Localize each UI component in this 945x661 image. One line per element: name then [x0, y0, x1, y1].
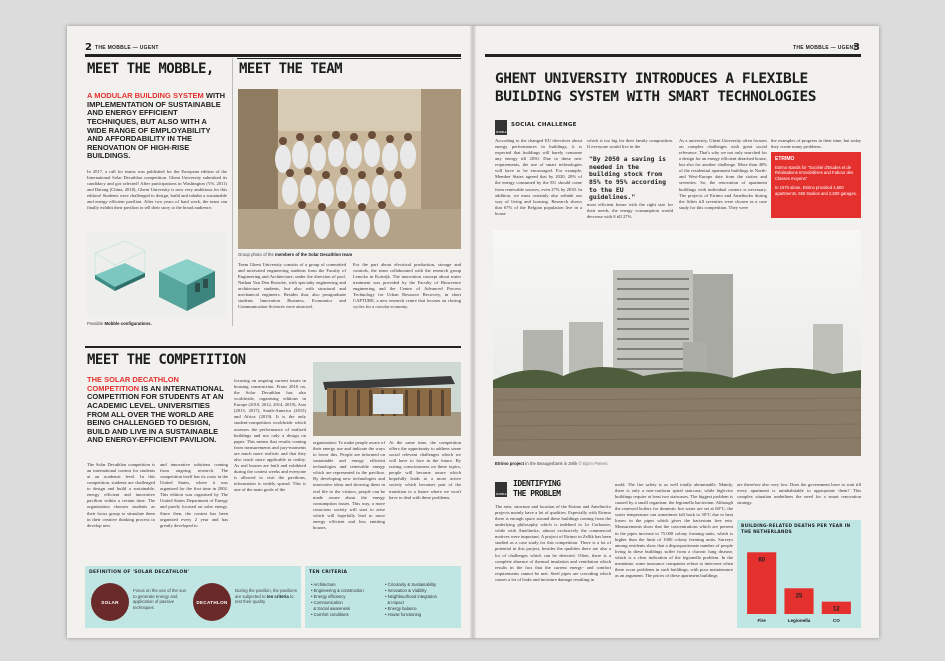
column-divider [232, 58, 233, 326]
bar-value-label: 25 [795, 593, 803, 600]
criteria-item: • Comfort conditions [311, 612, 349, 618]
competition-body-col5: At the same time, the competition offers the opportunity to address some social relevant challenges which we will have to face in the future. By raising consciousness on these topics, people will become aware which hopefully leads to a more active society which becomes part of the transition to a future where we won't have to deal with these problems. [389, 440, 461, 500]
criteria-item: • Energy balance [385, 606, 417, 612]
decathlon-circle: DECATHLON [193, 583, 231, 621]
bar-value-label: 12 [832, 606, 840, 613]
competition-rule [85, 346, 461, 348]
etrimo-infobox [771, 152, 861, 218]
solar-circle: SOLAR [91, 583, 129, 621]
team-rule [237, 58, 461, 59]
chart-title: BUILDING-RELATED DEATHS PER YEAR IN THE NETHERLANDS [741, 524, 851, 535]
photo-caption-bold: Etrimo project [495, 461, 525, 466]
competition-body-col4: organisation: To make people aware of their energy use and indicate the ways to lower this. People are informed on sustainable and energy efficient technologies and renewable energy which are represented in the pavilion. By developing new technologies and innovative ideas and showing them in real life to the visitors, people can be made aware about the energy consumption issues. This way, a more conscious society will start to arise which will hopefully lead to more energy efficient and less emitting houses. [313, 440, 385, 530]
competition-heading: MEET THE COMPETITION [87, 352, 246, 368]
category-label: Fire [757, 618, 766, 623]
mobble-caption-bold: Mobble configurations. [104, 321, 152, 326]
problem-body-col3: are therefore also very low. Does the government have to wait till every apartment is uninhabitable to appropriate them? This complex situation underlines the need for a smart renovation strategy. [737, 482, 861, 506]
photo-credit: © Bjorn Pieters [578, 461, 608, 466]
criteria-item: • Communication [311, 600, 343, 606]
team-body-col2: For the part about electrical production, storage and controls, the team collaborated with the research group Lemcko in Kortrijk. The innovation concept about water treatment was provided by the Faculty of Bioscience engineering and the Centre of Advanced Process Technology for Urban Resource Recovery, in short CAPTURE, a new research centre that focuses on closing cycles for a circular economy. [353, 262, 461, 310]
newspaper-spread [67, 26, 879, 638]
criteria-item: • Innovation & Viability [385, 588, 427, 594]
mobble-caption [87, 321, 152, 326]
page-number-left: 2 [85, 42, 92, 53]
pavilion-photo [313, 362, 461, 436]
etrimo-text1: Etrimo stands for "Société d'Etudes et de Réalisations Immobilières and Fabour des Classes moyens" [775, 165, 854, 181]
bar-legionella [784, 588, 813, 614]
etrimo-project-photo [493, 230, 861, 456]
competition-body-col1: The Solar Decathlon competition is an international contest for students at an academic level. In this competition, students are challenged to design and build a sustainable, energy efficient and innovative pavilion within a certain time. The organisation chooses students as their focus group to stimulate them in their creative thinking process to develop new [87, 462, 155, 528]
criteria-list-right [385, 582, 459, 619]
photo-caption-text: in the Beaugerbank in Zelik [525, 461, 578, 466]
team-body-col1: Team Ghent University consists of a group of committed and motivated engineering students from the Faculty of Engineering and Architecture, under the direction of prof. Nathan Van Den Bossche, with specialty engineering and architecture students, but also with structural and mechanical engineers. Besides that, also postgraduate students Innovation Business, Economics and Communication Sciences were attracted. [238, 262, 346, 310]
social-body-col3: As a university, Ghent University often focuses on complex challenges with great social relevance. That's why we not only searched for a design for an energy efficient detached house, but also for another challenge. More than 40% of the residential apartment buildings in North- and West-Europe date from the sixties and seventies. So, the renovation of apartment buildings with individual owners is necessary. The projects of Etrimo and Amelinckx during the fifties till seventies were chosen as a case study for this competition. They were [679, 138, 767, 210]
mobble-body: In 2017, a call for teams was published for the European edition of the International Solar Decathlon competition. Ghent University submitted its candidacy and got selected! After participations in Washington (VS, 2011) and Datong (China, 2018), Ghent University is now very ambitious for this edition! Students were challenged to design, build and inhabit a sustainable and energy efficient pavilion. After two years of hard work, the team can finally exhibit their pavilion to tell their story to the broad audience. [87, 169, 227, 211]
criteria-label: TEN CRITERIA [309, 570, 348, 575]
problem-heading-line2: THE PROBLEM [513, 489, 561, 498]
mobble-lead [87, 92, 227, 161]
mobble-lead-text: WITH IMPLEMENTATION OF SUSTAINABLE AND ENERGY EFFICIENT TECHNIQUES, BUT ALSO WITH A WIDE RANGE OF EMPLOYABILITY AND AFFORDABILITY IN THE RENOVATION OF HIGH-RISE BUILDINGS. [87, 91, 226, 161]
criteria-item: & Social awareness [313, 606, 351, 612]
social-body-col1: According to the changed EU directives about energy performances in buildings, it is expected that buildings will barely consume any energy till 2050. Due to these new requirements, the use of smart technologies will have to be encouraged. For example, Member States agreed that by 2020, 20% of the energy consumed by the EU should come from renewable sources, even 27% by 2030. In addition, we must certainly also rethink our way of living and housing. Research shows that 67% of the Belgian population live in a house [495, 138, 582, 216]
team-heading: MEET THE TEAM [239, 61, 343, 77]
right-heading-line1: GHENT UNIVERSITY INTRODUCES A FLEXIBLE [495, 71, 808, 87]
criteria-item: • Engineering & construction [311, 588, 364, 594]
competition-lead-highlight: THE SOLAR DECATHLON COMPETITION [87, 375, 179, 393]
category-label: Legionella [787, 618, 811, 623]
criteria-item: • Architecture [311, 582, 336, 587]
social-tag-icon: MOBBLE [495, 120, 507, 130]
social-challenge-label: SOCIAL CHALLENGE [511, 122, 577, 128]
criteria-list-left [311, 582, 385, 619]
etrimo-title: ETRIMO [775, 156, 795, 162]
team-group-photo [238, 89, 461, 249]
team-caption-bold: members of the Solar Decathlon team [275, 252, 353, 257]
decathlon-text-bold: ten criteria [266, 593, 289, 599]
decathlon-text [235, 588, 297, 605]
mobble-caption-prefix: Possible [87, 321, 104, 326]
social-body-col2-bottom: most efficient house with the right size for their needs, the energy consumption would decrease with 8 till 27%. [587, 202, 673, 220]
bar-value-label: 60 [758, 557, 766, 564]
social-pull-quote: "By 2050 a saving is needed in the building stock from 85% to 95% according to the EU guidelines." [589, 155, 666, 202]
competition-lead-text: IS AN INTERNATIONAL COMPETITION FOR STUDENTS AT AN ACADEMIC LEVEL. UNIVERSITIES FROM ALL OVER THE WORLD ARE BEING CHALLENGED TO DESIGN, BUILD AND LIVE IN A SUSTAINABLE AND ENERGY-EFFICIENT PAVILION. [87, 383, 224, 445]
top-rule-right [485, 54, 861, 57]
criteria-box [305, 566, 461, 628]
mobble-heading: MEET THE MOBBLE, [87, 61, 214, 77]
solar-text: Focus on the use of the sun to generate energy and application of passive techniques [133, 588, 187, 610]
decathlon-text-suffix: to test their quality [235, 593, 294, 605]
problem-heading-line1: IDENTIFYING [513, 479, 561, 488]
deaths-bar-chart [743, 542, 855, 624]
etrimo-photo-caption [495, 461, 608, 466]
definition-label: DEFINITION OF 'SOLAR DECATHLON' [89, 570, 190, 575]
problem-body-col1: The area, structure and location of the Etrimo and Amelinckx projects mainly have a lot of qualities. Especially with Etrimo there is enough space around these buildings coming from the underlying philosophy which is indebted to Le Corbusier, while with Amelinckx, almost exclusively the commercial motives were important. A project of Etrimo in Zellik has been studied as a case study for this competition. There is a lot of potential in this project, besides the qualities there are also a lot of challenges which can be detected. Often, there is a complete absence of thermal insulation and ventilation which results in the fact that the current energy- and comfort requirements cannot be met. Steel pipes are corroding which causes a lot of leaks and moisture damage resulting in [495, 504, 611, 582]
definition-box [85, 566, 301, 628]
page-number-right: 3 [853, 42, 860, 53]
competition-lead [87, 376, 229, 445]
social-body-col2-top: which is too big for their family composition. If everyone would live in the [587, 138, 673, 150]
decathlon-text-prefix: During the pavilion, the pavilions are subjected to [235, 588, 297, 599]
competition-body-col2: and innovative solutions coming from ongoing research. The competition itself has its roots in the United States, where it was organised for the first time in 2002. This edition was organised by The United States Department of Energy and purely focused on solar energy. Since then, the contest has been organised every 2 year and has greatly developed to [160, 462, 228, 528]
team-caption [238, 252, 352, 257]
deaths-chart-panel [737, 520, 861, 628]
criteria-item: • Neighbourhood integration [385, 594, 437, 600]
etrimo-text2: In 1970 alone, Etrimo provided 4,500 apartments, 660 studios and 2,500 garages. [775, 185, 857, 196]
running-head-right: THE MOBBLE — UGENT [793, 45, 857, 51]
top-rule-left [85, 54, 461, 57]
criteria-item: • Circularity & Sustainability [385, 582, 437, 587]
mobble-configurations-illustration [87, 231, 227, 317]
right-heading-line2: BUILDING SYSTEM WITH SMART TECHNOLOGIES [495, 89, 816, 105]
mobble-lead-highlight: A MODULAR BUILDING SYSTEM [87, 91, 204, 100]
criteria-item: & Impact [387, 600, 404, 606]
criteria-item: • Energy efficiency [311, 594, 346, 600]
social-body-col4: the examples of progress in their time, but today they create many problems. [771, 138, 861, 150]
problem-tag-icon: MOBBLE [495, 482, 507, 492]
problem-body-col2: mold. The fire safety is as well totally abominable. Mainly, there is only a non-conform spiral staircase, while high-rise buildings require at least two staircases. The biggest problem is caused by a small organism: the legionella bacterium. Although the renewed boilers for domestic hot water are set at 60°C, the water temperature can sometimes fall back to 30°C due to heat losses in the pipes which gives the bacterium free rein. Measurements show that the concentrations which are present in the pipes increase to 75.000 colony forming units, which is higher than the limit of 1000 colony forming units. Surveys among residents show that a disproportionate number of people living in these buildings suffer from a chronic lung disease, which is a clear indication of the legionella problem. In the meantime, some insurance companies refuse to intervene when there occur problems in such buildings, with poor maintenance as an argument. The prices of these apartment buildings [615, 482, 733, 578]
competition-body-col3: focusing on ongoing current issues in housing construction. From 2010 on, the Solar Decathlon has also worldwide, organising editions in Europe (2010, 2012, 2014, 2019), Asia (2013, 2017), South-America (2015) and Africa (2019). It is the only student-competition worldwide which assesses the performance of realized buildings and not only a design on paper. This means that results coming from measurements and jury-moments are much more realistic and that they also reach more applicable in reality. As real houses are built and exhibited during the contest weeks and everyone is allowed to visit the pavilions, information is widely spread. This is one of the main goals of the [234, 378, 306, 493]
category-label: CO [832, 618, 840, 623]
running-head-left: THE MOBBLE — UGENT [95, 45, 159, 51]
team-caption-prefix: Group photo of the [238, 252, 274, 257]
criteria-item: • House functioning [385, 612, 422, 618]
